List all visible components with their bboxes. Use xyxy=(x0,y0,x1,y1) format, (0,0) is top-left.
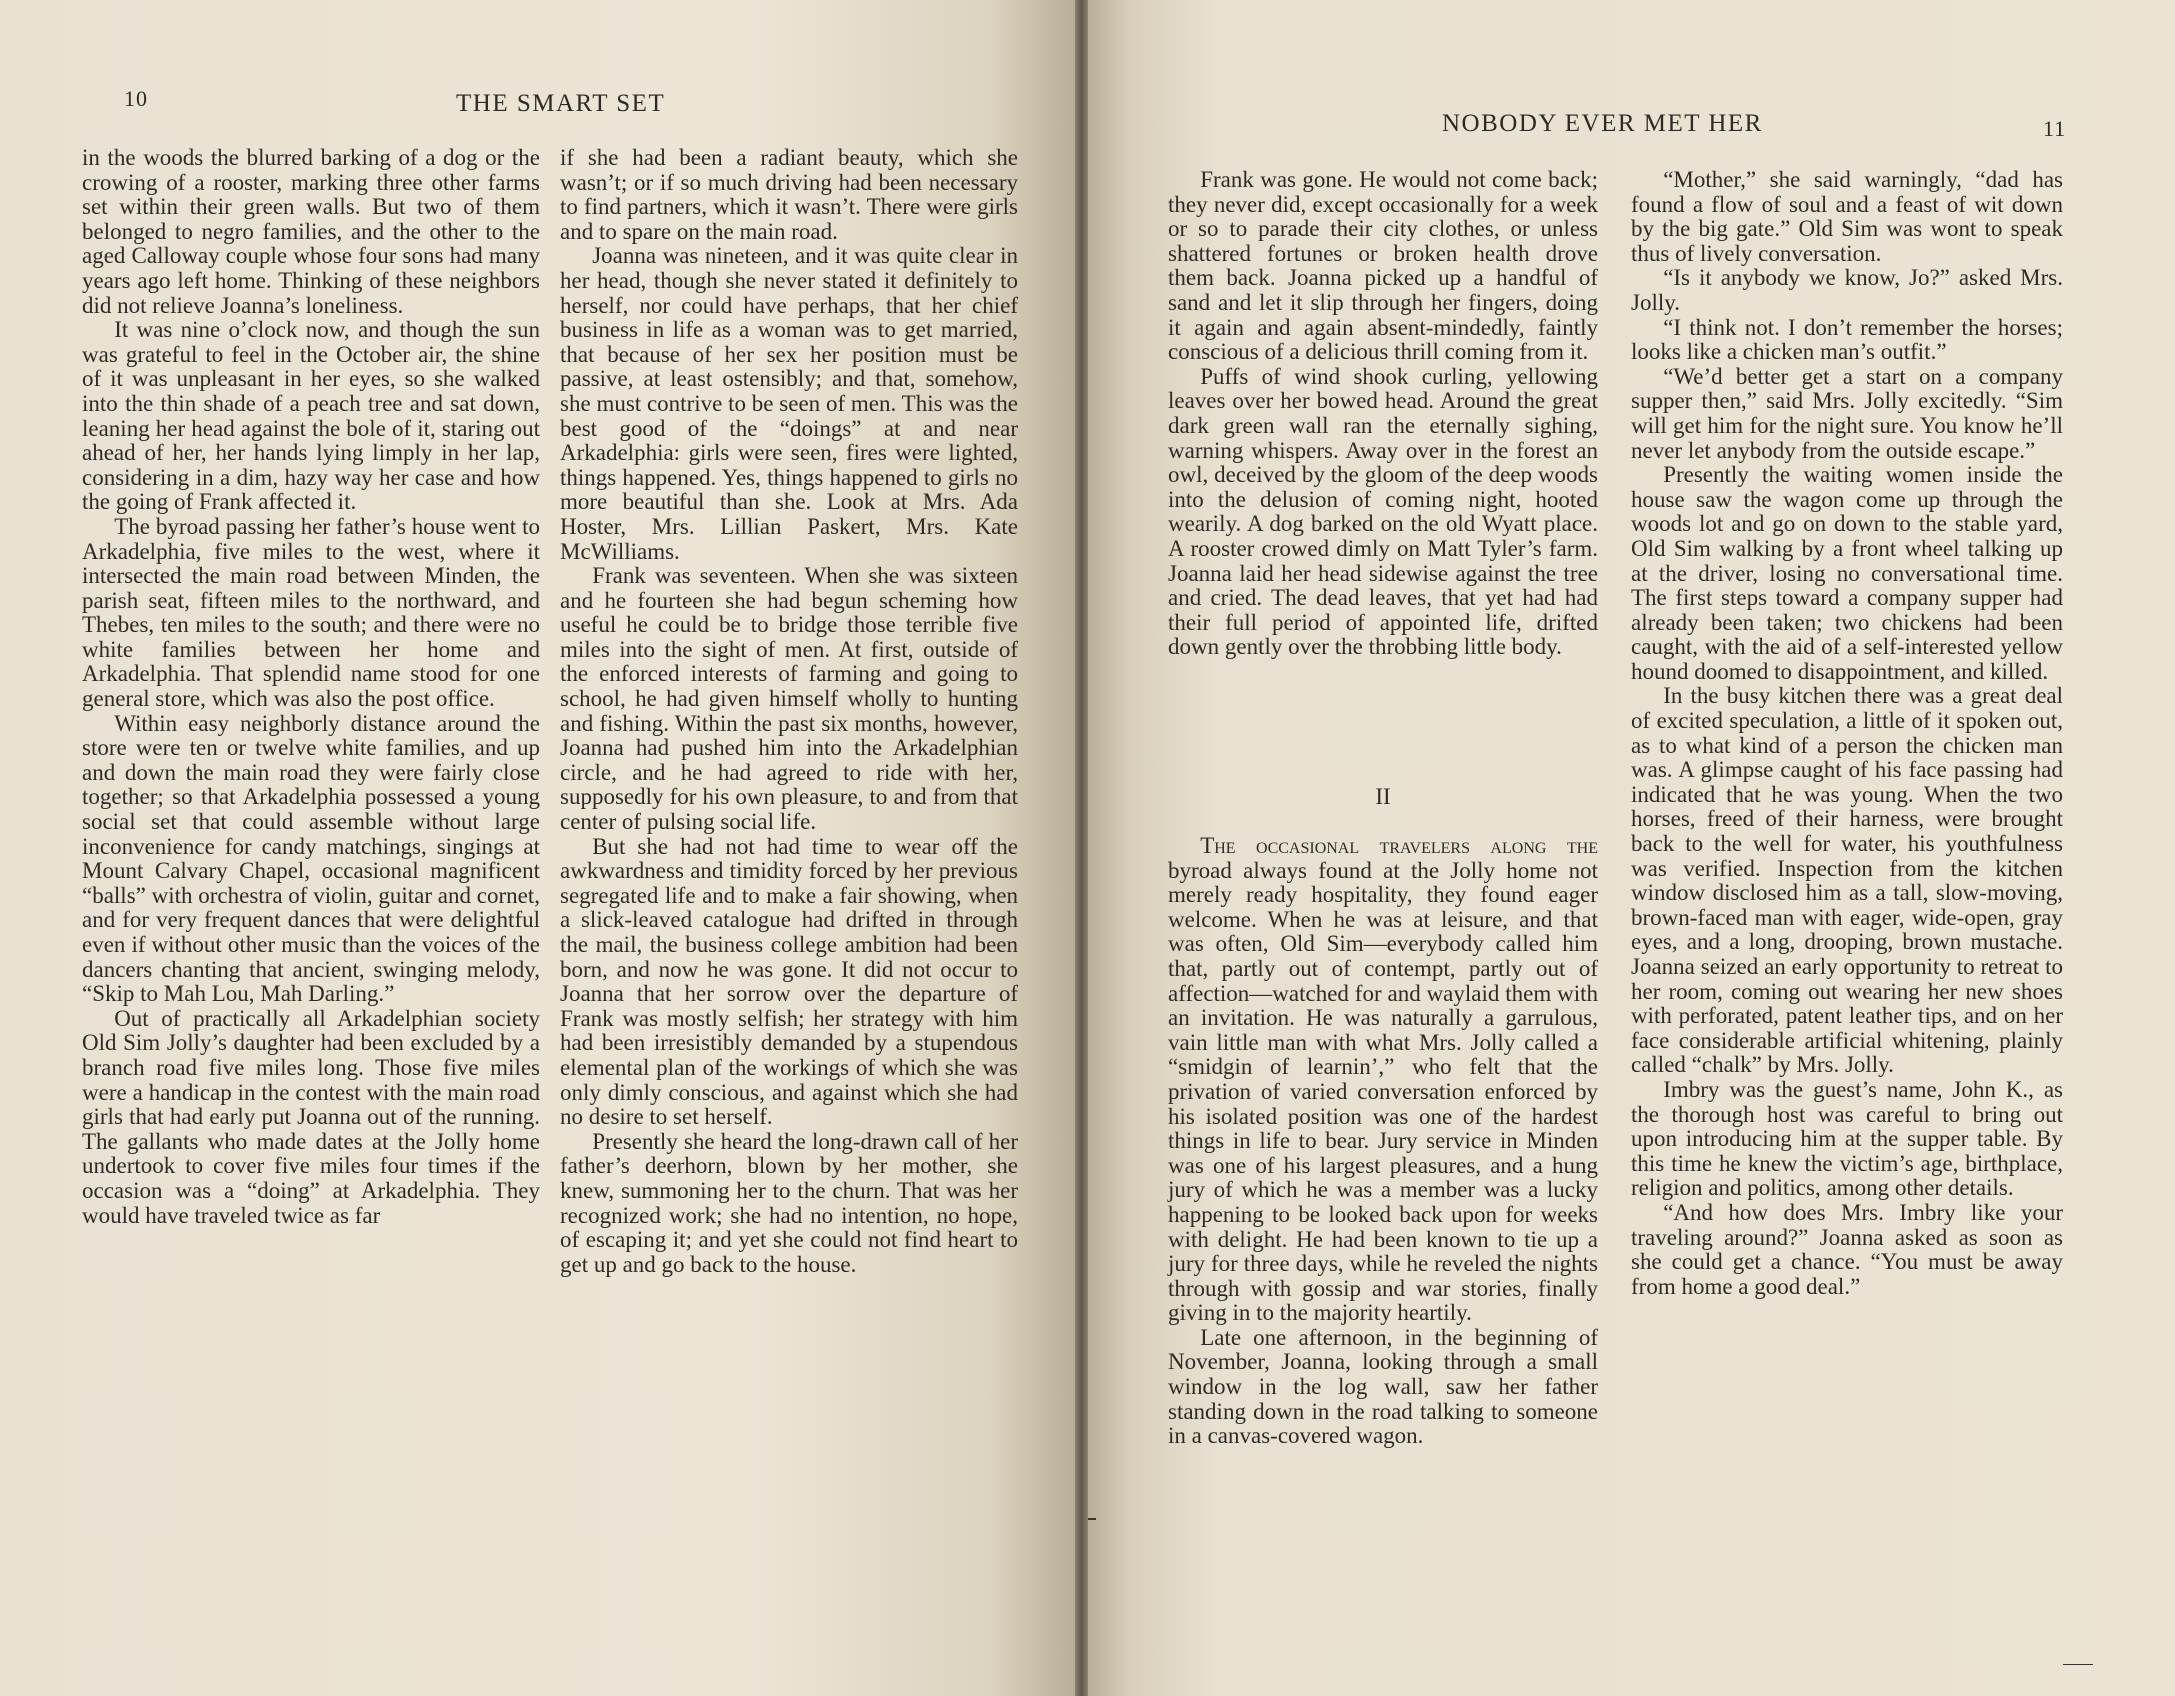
paragraph: But she had not had time to wear off the awkwardness and timidity forced by her previous segregated life and to make a fair showing, when a slick-leaved catalogue had drifted in through the mail, the business college ambition had been born, and now he was gone. It did not occur to Joanna that her sorrow over the departure of Frank was mostly selfish; her strategy with him had been irresistibly demanded by a stupendous elemental plan of the workings of which she was only dimly conscious, and against which she had no desire to set herself. xyxy=(560,833,1018,1130)
paragraph: Joanna was nineteen, and it was quite clear in her head, though she never stated it definitely to herself, nor could have perhaps, that her chief business in life as a woman was to get married, that because of her sex her position must be passive, at least ostensibly; and that, somehow, she must contrive to be seen of men. This was the best good of the “doings” at and near Arkadelphia: girls were seen, fires were lighted, things happened. Yes, things happened to girls no more beautiful than she. Look at Mrs. Ada Hoster, Mrs. Lillian Paskert, Mrs. Kate McWilliams. xyxy=(560,243,1018,564)
paragraph: Presently the waiting women inside the house saw the wagon come up through the woods lot and go on down to the stable yard, Old Sim walking by a front wheel talking up at the driver, losing no conversational time. The first steps toward a company supper had already been taken; two chickens had been caught, with the aid of a self-interested yellow hound doomed to disappointment, and killed. xyxy=(1631,462,2063,684)
left-page xyxy=(0,0,1075,1696)
paragraph: “Mother,” she said warningly, “dad has found a flow of soul and a feast of wit down by the big gate.” Old Sim was wont to speak thus of lively conversation. xyxy=(1631,167,2063,266)
paragraph: Frank was seventeen. When she was sixteen and he fourteen she had begun scheming how useful he could be to bridge those terrible five miles into the sight of men. At first, outside of the enforced interests of farming and going to school, he had given himself wholly to hunting and fishing. Within the past six months, however, Joanna had pushed him into the Arkadelphian circle, and he had agreed to ride with her, supposedly for his own pleasure, to and from that center of pulsing social life. xyxy=(560,563,1018,835)
paragraph: The byroad passing her father’s house went to Arkadelphia, five miles to the west, where it intersected the main road between Minden, the parish seat, fifteen miles to the northward, and Thebes, ten miles to the south; and there were no white families between her home and Arkadelphia. That splendid name stood for one general store, which was also the post office. xyxy=(82,513,540,712)
paragraph: The occasional travelers along the byroad always found at the Jolly home not merely ready hospitality, they found eager welcome. When he was at leisure, and that was often, Old Sim—everybody called him that, partly out of contempt, partly out of affection—watched for and waylaid them with an invitation. He was naturally a garrulous, vain little man with what Mrs. Jolly called a “smidgin of learnin’,” who felt that the privation of varied conversation enforced by his isolated position was one of the hardest things in life to bear. Jury service in Minden was one of his largest pleasures, and a hung jury of which he was a member was a lucky happening to be looked back upon for weeks with delight. He had been known to tie up a jury for three days, while he reveled the nights through with gossip and war stories, finally giving in to the majority heartily. xyxy=(1168,833,1598,1326)
paragraph: Frank was gone. He would not come back; they never did, except occasionally for a week or so to parade their city clothes, or unless shattered fortunes or broken health drove them back. Joanna picked up a handful of sand and let it slip through her fingers, doing it again and again absent-mindedly, faintly conscious of a delicious thrill coming from it. xyxy=(1168,167,1598,365)
margin-mark xyxy=(2063,1664,2093,1665)
margin-mark xyxy=(1088,1518,1096,1520)
paragraph: “And how does Mrs. Imbry like your traveling around?” Joanna asked as soon as she could get a chance. “You must be away from home a good deal.” xyxy=(1631,1199,2063,1299)
paragraph: “I think not. I don’t remember the horses; looks like a chicken man’s outfit.” xyxy=(1631,314,2063,365)
paragraph: “Is it anybody we know, Jo?” asked Mrs. Jolly. xyxy=(1631,265,2063,315)
paragraph: Late one afternoon, in the beginning of November, Joanna, looking through a small window in the log wall, saw her father standing down in the road talking to someone in a canvas-covered wagon. xyxy=(1168,1324,1598,1449)
right-column-1-section-2 xyxy=(1168,834,1598,1449)
paragraph: Presently she heard the long-drawn call of her father’s deerhorn, blown by her mother, she knew, summoning her to the churn. That was her recognized work; she had no intention, no hope, of escaping it; and yet she could not find heart to get up and go back to the house. xyxy=(560,1128,1018,1277)
section-number: II xyxy=(1375,784,1391,809)
paragraph: in the woods the blurred barking of a dog or the crowing of a rooster, marking three other farms set within their green walls. But two of them belonged to negro families, and the other to the aged Calloway couple whose four sons had many years ago left home. Thinking of these neighbors did not relieve Joanna’s loneliness. xyxy=(82,145,540,318)
paragraph: Imbry was the guest’s name, John K., as the thorough host was careful to bring out upon introducing him at the supper table. By this time he knew the victim’s age, birthplace, religion and politics, among other details. xyxy=(1631,1076,2063,1201)
book-gutter xyxy=(1075,0,1088,1696)
paragraph: Within easy neighborly distance around the store were ten or twelve white families, and up and down the main road they were fairly close together; so that Arkadelphia possessed a young social set that could assemble without large inconvenience for candy matchings, singings at Mount Calvary Chapel, occasional magnificent “balls” with orchestra of violin, guitar and cornet, and for very frequent dances that were delightful even if without other music than the voices of the dancers chanting that ancient, swinging melody, “Skip to Mah Lou, Mah Darling.” xyxy=(82,710,540,1007)
running-head-left: THE SMART SET xyxy=(456,90,666,117)
page-number-right: 11 xyxy=(2043,116,2067,141)
page-number-left: 10 xyxy=(124,86,148,111)
paragraph: Out of practically all Arkadelphian society Old Sim Jolly’s daughter had been excluded by a branch road five miles long. Those five miles were a handicap in the contest with the main road girls that had early put Joanna out of the running. The gallants who made dates at the Jolly home undertook to cover five miles four times if the occasion was a “doing” at Arkadelphia. They would have traveled twice as far xyxy=(82,1005,540,1228)
running-head-right: NOBODY EVER MET HER xyxy=(1442,110,1763,137)
paragraph: “We’d better get a start on a company supper then,” said Mrs. Jolly excitedly. “Sim will get him for the night sure. You know he’ll never let anybody from the outside escape.” xyxy=(1631,363,2063,463)
right-column-1 xyxy=(1168,168,1598,660)
paragraph: Puffs of wind shook curling, yellowing leaves over her bowed head. Around the great dark green wall ran the eternally sighing, warning whispers. Away over in the forest an owl, deceived by the gloom of the deep woods into the delusion of coming night, hooted wearily. A dog barked on the old Wyatt place. A rooster crowed dimly on Matt Tyler’s farm. Joanna laid her head sidewise against the tree and cried. The dead leaves, that yet had had their full period of appointed life, drifted down gently over the throbbing little body. xyxy=(1168,363,1598,660)
paragraph: if she had been a radiant beauty, which she wasn’t; or if so much driving had been necessary to find partners, which it wasn’t. There were girls and to spare on the main road. xyxy=(560,145,1018,244)
right-column-2 xyxy=(1631,168,2063,1299)
paragraph: In the busy kitchen there was a great deal of excited speculation, a little of it spoken out, as to what kind of a person the chicken man was. A glimpse caught of his face passing had indicated that he was young. When the two horses, freed of their harness, were brought back to the well for water, his youthfulness was verified. Inspection from the kitchen window disclosed him as a tall, slow-moving, brown-faced man with eager, wide-open, gray eyes, and a long, drooping, brown mustache. Joanna seized an early opportunity to retreat to her room, coming out wearing her new shoes with perforated, patent leather tips, and on her face considerable artificial whitening, plainly called “chalk” by Mrs. Jolly. xyxy=(1631,683,2063,1078)
paragraph: It was nine o’clock now, and though the sun was grateful to feel in the October air, the shine of it was unpleasant in her eyes, so she walked into the thin shade of a peach tree and sat down, leaning her head against the bole of it, staring out ahead of her, her hands lying limply in her lap, considering in a dim, hazy way her case and how the going of Frank affected it. xyxy=(82,317,540,515)
right-page xyxy=(1088,0,2175,1696)
left-column-1 xyxy=(82,146,540,1228)
left-column-2 xyxy=(560,146,1018,1277)
